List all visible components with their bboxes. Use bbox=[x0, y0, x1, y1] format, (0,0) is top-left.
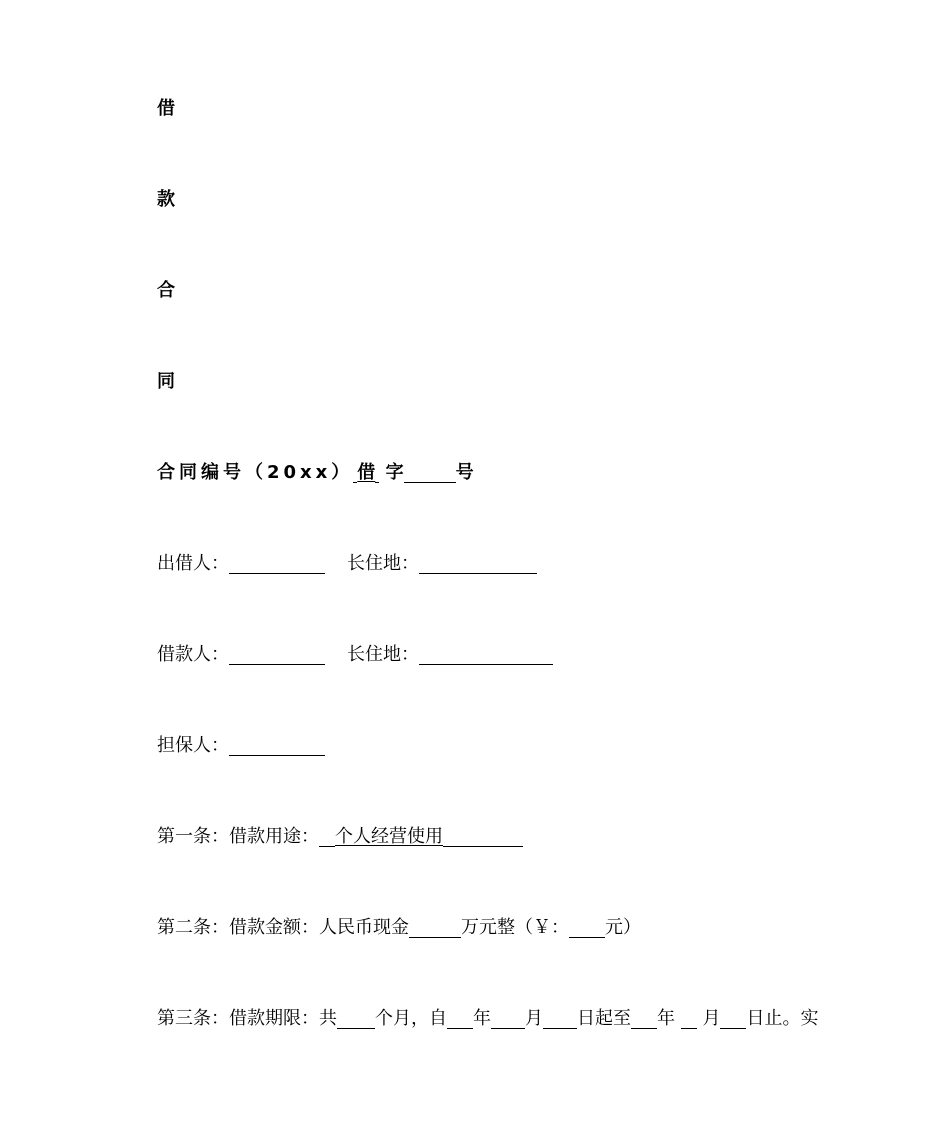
article-3-year1: 年 bbox=[473, 1008, 491, 1029]
contract-number-blank bbox=[404, 461, 456, 483]
end-day-blank bbox=[720, 1007, 746, 1029]
guarantor-label: 担保人： bbox=[157, 735, 229, 756]
months-blank bbox=[337, 1007, 375, 1029]
article-3-month1: 月 bbox=[525, 1008, 543, 1029]
title-char-2: 款 bbox=[157, 189, 175, 210]
article-3-months: 个月，自 bbox=[375, 1008, 447, 1029]
article-3-month2: 月 bbox=[702, 1008, 721, 1029]
article-3-day-from: 日起至 bbox=[577, 1008, 631, 1029]
lender-line bbox=[157, 552, 537, 576]
title-char-4: 同 bbox=[157, 371, 175, 392]
lender-residence-label: 长住地： bbox=[347, 553, 419, 574]
borrower-name-blank bbox=[229, 643, 325, 665]
blank bbox=[375, 461, 379, 483]
start-year-blank bbox=[447, 1007, 473, 1029]
article-3-year2: 年 bbox=[657, 1008, 675, 1029]
title-char-3: 合 bbox=[157, 280, 175, 301]
borrower-residence-label: 长住地： bbox=[347, 644, 419, 665]
blank bbox=[319, 825, 335, 847]
start-day-blank bbox=[543, 1007, 577, 1029]
amount-blank bbox=[409, 916, 461, 938]
lender-residence-blank bbox=[419, 552, 537, 574]
end-month-blank bbox=[681, 1007, 697, 1029]
start-month-blank bbox=[491, 1007, 525, 1029]
blank bbox=[443, 825, 523, 847]
contract-number-jie: 借 bbox=[357, 462, 376, 483]
lender-name-blank bbox=[229, 552, 325, 574]
article-3-line bbox=[157, 1007, 818, 1031]
contract-number-zi: 字 bbox=[385, 462, 404, 483]
amount-figure-blank bbox=[569, 916, 605, 938]
article-3-label: 第三条：借款期限：共 bbox=[157, 1008, 337, 1029]
article-1-line bbox=[157, 825, 523, 849]
guarantor-line bbox=[157, 734, 325, 758]
borrower-label: 借款人： bbox=[157, 644, 229, 665]
article-3-day-to: 日止。实 bbox=[746, 1008, 819, 1029]
end-year-blank bbox=[631, 1007, 657, 1029]
article-1-label: 第一条：借款用途： bbox=[157, 826, 319, 847]
contract-number-prefix: 合同编号（20xx） bbox=[157, 462, 354, 483]
contract-number-line bbox=[157, 461, 474, 485]
lender-label: 出借人： bbox=[157, 553, 229, 574]
guarantor-name-blank bbox=[229, 734, 325, 756]
title-char-1: 借 bbox=[157, 98, 175, 119]
article-1-value: 个人经营使用 bbox=[335, 826, 443, 847]
borrower-line bbox=[157, 643, 553, 667]
borrower-residence-blank bbox=[419, 643, 553, 665]
article-2-unit: 万元整（￥： bbox=[461, 917, 569, 938]
article-2-line bbox=[157, 916, 641, 940]
article-2-end: 元） bbox=[605, 917, 641, 938]
article-2-label: 第二条：借款金额：人民币现金 bbox=[157, 917, 409, 938]
contract-number-suffix: 号 bbox=[455, 462, 474, 483]
